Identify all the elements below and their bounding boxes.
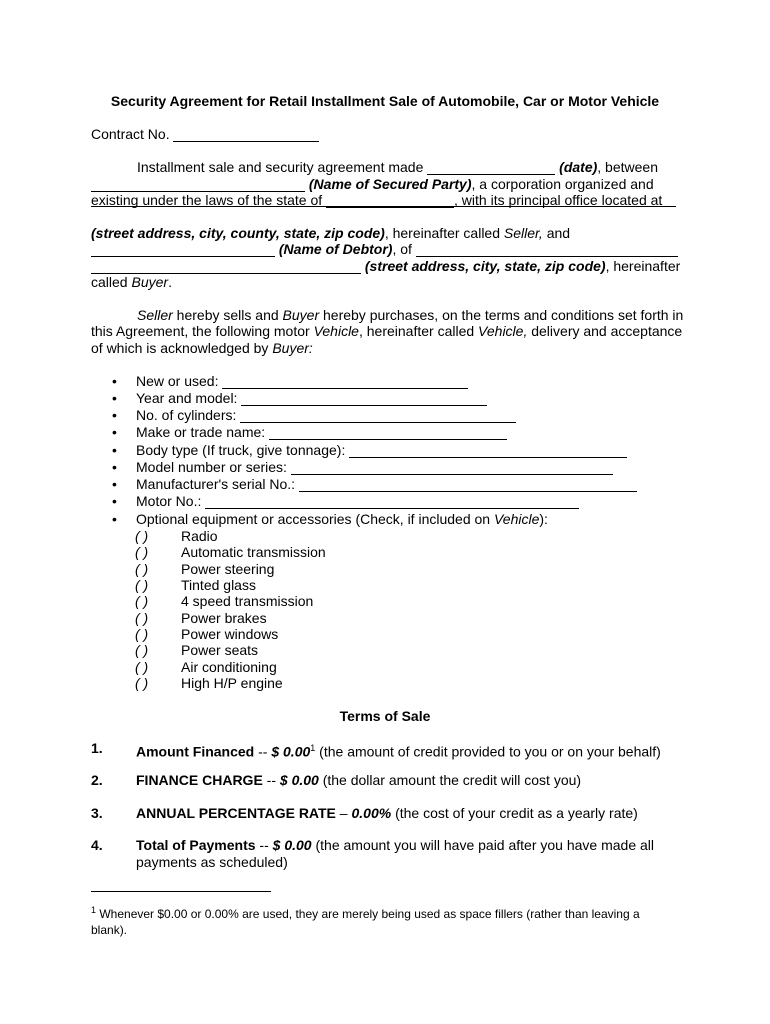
option-power-seats[interactable] [135, 642, 258, 658]
debtor-address-blank-2[interactable] [91, 259, 361, 274]
field-label: Optional equipment or accessories (Check, if included on [136, 511, 494, 527]
field-label: New or used: [136, 373, 219, 389]
term-annual-percentage-rate [136, 805, 676, 822]
option-power-brakes[interactable] [135, 610, 267, 626]
vehicle-term: Vehicle, [478, 323, 528, 339]
intro-text: Installment sale and security agreement made [137, 159, 424, 175]
term-value: $ 0.00 [272, 837, 312, 853]
field-blank[interactable] [349, 443, 627, 458]
secured-party-label: (Name of Secured Party) [308, 176, 472, 192]
sale-text: hereby sells and [172, 307, 283, 323]
option-label: Power brakes [181, 610, 267, 626]
buyer-term: Buyer [131, 274, 169, 290]
checkbox[interactable]: ( ) [135, 675, 149, 691]
buyer-term: Buyer: [272, 340, 313, 356]
footnote [91, 902, 676, 938]
option-tinted-glass[interactable] [135, 577, 256, 593]
field-label: Year and model: [136, 390, 238, 406]
field-label: Motor No.: [136, 493, 202, 509]
debtor-name-blank[interactable] [91, 242, 275, 257]
field-label: Make or trade name: [136, 424, 266, 440]
bullet-icon: • [112, 511, 117, 527]
option-label: Automatic transmission [181, 544, 326, 560]
intro-text: , hereinafter [605, 258, 681, 274]
field-blank[interactable] [269, 425, 507, 440]
intro-line-5 [91, 225, 681, 242]
terms-heading: Terms of Sale [339, 708, 431, 724]
vehicle-field-model-number [112, 459, 613, 476]
seller-address-blank[interactable] [91, 206, 676, 207]
term-finance-charge [136, 772, 676, 789]
option-label: Tinted glass [181, 577, 256, 593]
intro-text: , a corporation organized and [471, 176, 654, 192]
seller-term: Seller [137, 307, 173, 323]
term-description: (the dollar amount the credit will cost you) [318, 772, 582, 788]
vehicle-field-body-type [112, 442, 627, 459]
intro-text: , hereinafter called [384, 225, 501, 241]
field-blank[interactable] [241, 391, 487, 406]
option-radio[interactable] [135, 528, 218, 544]
field-label: Manufacturer's serial No.: [136, 476, 296, 492]
date-blank[interactable] [427, 160, 555, 175]
field-label: Body type (If truck, give tonnage): [136, 442, 346, 458]
term-separator: -- [254, 743, 272, 760]
sale-line-2 [91, 323, 681, 340]
term-label: FINANCE CHARGE [136, 772, 263, 788]
checkbox[interactable]: ( ) [135, 528, 149, 544]
term-number: 1. [91, 740, 103, 756]
term-number: 3. [91, 805, 103, 821]
checkbox[interactable]: ( ) [135, 610, 149, 626]
sale-line-3 [91, 340, 681, 357]
footnote-text: Whenever $0.00 or 0.00% are used, they are merely being used as space fillers (rather than leaving a blank). [91, 907, 640, 937]
option-power-windows[interactable] [135, 626, 278, 642]
vehicle-field-optional [112, 511, 548, 528]
field-label: Model number or series: [136, 459, 287, 475]
intro-line-1 [137, 159, 727, 176]
option-air-conditioning[interactable] [135, 659, 277, 675]
document-title: Security Agreement for Retail Installment Sale of Automobile, Car or Motor Vehicle [110, 93, 660, 109]
term-number: 2. [91, 772, 103, 788]
vehicle-term: Vehicle [313, 323, 359, 339]
option-label: Power windows [181, 626, 279, 642]
checkbox[interactable]: ( ) [135, 642, 149, 658]
seller-term: Seller, [503, 225, 543, 241]
sale-text: delivery and acceptance [527, 323, 683, 339]
checkbox[interactable]: ( ) [135, 544, 149, 560]
checkbox[interactable]: ( ) [135, 561, 149, 577]
buyer-term: Buyer [282, 307, 320, 323]
option-label: Power steering [181, 561, 275, 577]
field-blank[interactable] [205, 494, 579, 509]
field-blank[interactable] [299, 477, 637, 492]
date-label: (date) [559, 159, 598, 175]
term-total-of-payments [136, 837, 676, 871]
term-value: 0.00% [351, 805, 392, 821]
sale-text: , hereinafter called [358, 323, 479, 339]
bullet-icon: • [112, 493, 117, 509]
intro-line-2 [91, 176, 681, 193]
field-blank[interactable] [291, 460, 613, 475]
term-label: ANNUAL PERCENTAGE RATE [136, 805, 336, 821]
vehicle-field-cylinders [112, 407, 516, 424]
vehicle-field-new-or-used [112, 373, 468, 390]
intro-text: . [168, 274, 172, 290]
term-separator: -- [255, 837, 273, 853]
term-number: 4. [91, 837, 103, 853]
intro-text: , with its principal office located at [454, 192, 663, 208]
sale-text: this Agreement, the following motor [91, 323, 314, 339]
intro-text: , of [392, 241, 412, 257]
sale-line-1 [137, 307, 727, 324]
intro-line-6 [91, 241, 681, 258]
term-label: Total of Payments [136, 837, 256, 853]
term-description: (the amount you will have paid after you have made all payments as scheduled) [136, 837, 655, 870]
term-separator: -- [262, 772, 280, 788]
term-value: $ 0.00 [279, 772, 319, 788]
vehicle-field-year-model [112, 390, 487, 407]
checkbox[interactable]: ( ) [135, 593, 149, 609]
bullet-icon: • [112, 476, 117, 492]
field-label: ): [539, 511, 548, 527]
sale-text: hereby purchases, on the terms and conditions set forth in [319, 307, 684, 323]
option-label: Radio [181, 528, 218, 544]
term-description: (the cost of your credit as a yearly rate) [391, 805, 638, 821]
debtor-name-label: (Name of Debtor) [278, 241, 393, 257]
footnote-mark: 1 [91, 905, 97, 915]
intro-text: , between [597, 159, 658, 175]
intro-text: and [546, 225, 571, 241]
option-high-hp-engine[interactable] [135, 675, 283, 691]
contract-number-line [91, 126, 681, 143]
option-4-speed-transmission[interactable] [135, 593, 313, 609]
bullet-icon: • [112, 373, 117, 389]
footnote-divider [91, 891, 271, 892]
option-label: 4 speed transmission [181, 593, 314, 609]
bullet-icon: • [112, 424, 117, 440]
intro-text: called [91, 274, 128, 290]
checkbox[interactable]: ( ) [135, 659, 149, 675]
contract-number-label: Contract No. [91, 126, 170, 142]
buyer-address-label: (street address, city, state, zip code) [364, 258, 606, 274]
footnote-ref[interactable]: 1 [310, 743, 316, 753]
bullet-icon: • [112, 459, 117, 475]
vehicle-field-serial [112, 476, 637, 493]
bullet-icon: • [112, 442, 117, 458]
seller-address-label: (street address, city, county, state, zip code) [91, 225, 385, 241]
field-label: No. of cylinders: [136, 407, 237, 423]
term-value: $ 0.00 [271, 743, 311, 760]
field-blank[interactable] [240, 408, 516, 423]
secured-party-blank[interactable] [91, 177, 305, 192]
term-label: Amount Financed [136, 743, 255, 760]
checkbox[interactable]: ( ) [135, 626, 149, 642]
sale-text: of which is acknowledged by [91, 340, 273, 356]
vehicle-term: Vehicle [493, 511, 540, 527]
option-label: High H/P engine [181, 675, 283, 691]
debtor-address-blank-1[interactable] [416, 242, 678, 257]
intro-line-7 [91, 258, 681, 275]
checkbox[interactable]: ( ) [135, 577, 149, 593]
field-blank[interactable] [222, 374, 468, 389]
bullet-icon: • [112, 390, 117, 406]
bullet-icon: • [112, 407, 117, 423]
term-separator: – [335, 805, 352, 821]
intro-text: existing under the laws of the state of [91, 192, 323, 208]
option-power-steering[interactable] [135, 561, 274, 577]
vehicle-field-make [112, 424, 507, 441]
intro-line-8 [91, 274, 681, 291]
option-label: Air conditioning [181, 659, 277, 675]
contract-number-blank[interactable] [173, 127, 319, 142]
option-label: Power seats [181, 642, 259, 658]
term-description: (the amount of credit provided to you or on your behalf) [315, 743, 661, 760]
option-automatic-transmission[interactable] [135, 544, 326, 560]
term-amount-financed [136, 740, 676, 761]
vehicle-field-motor-no [112, 493, 579, 510]
